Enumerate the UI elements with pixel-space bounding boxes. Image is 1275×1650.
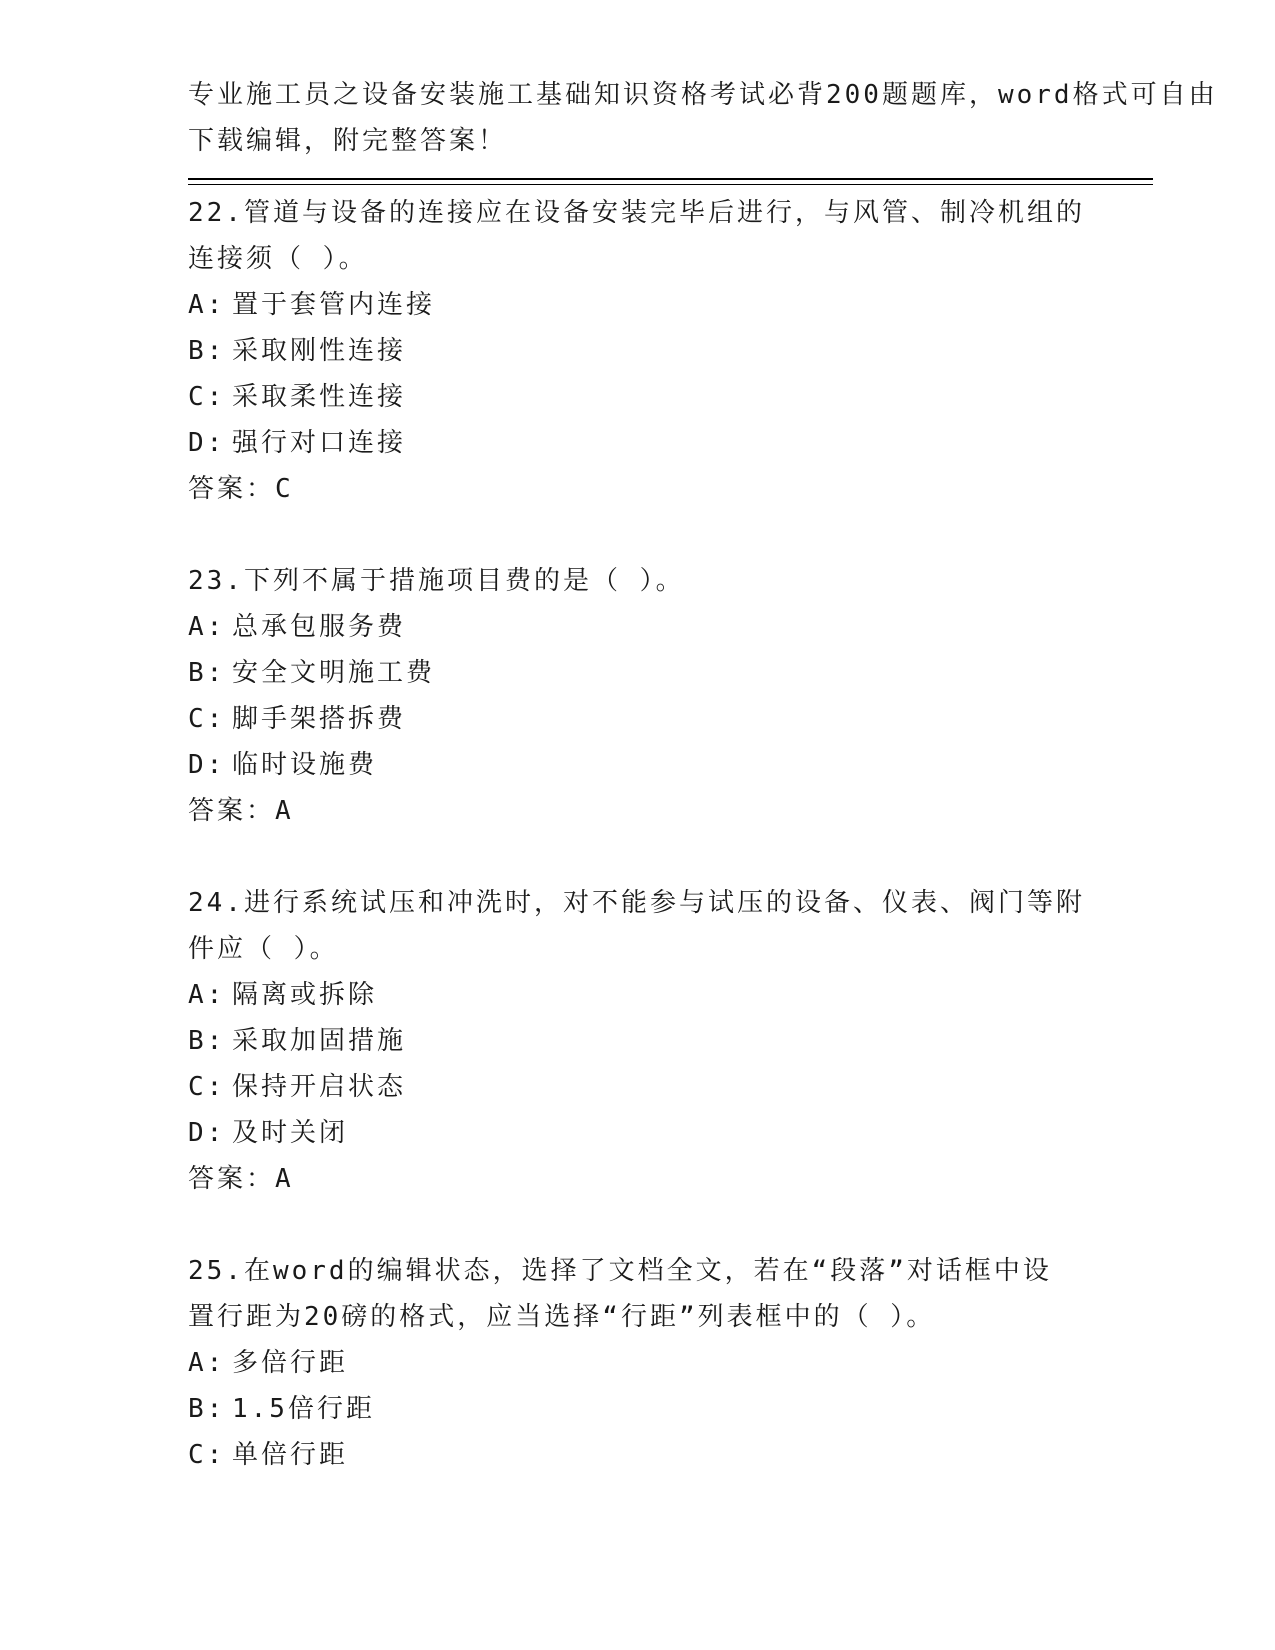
question-stem-line: 连接须（ ）。 (188, 244, 368, 274)
answer-option (188, 1340, 1148, 1386)
answer-option (188, 696, 1148, 742)
answer-option (188, 328, 1148, 374)
answer-option (188, 972, 1148, 1018)
answer-option (188, 650, 1148, 696)
answer-option (188, 742, 1148, 788)
option-text: 总承包服务费 (232, 612, 407, 642)
question-block (188, 558, 1148, 834)
option-text: 1.5倍行距 (232, 1394, 375, 1424)
answer-key: 答案：A (188, 1164, 294, 1194)
option-text: 单倍行距 (232, 1440, 349, 1470)
option-key: A: (188, 980, 226, 1010)
answer-option (188, 374, 1148, 420)
option-key: B: (188, 336, 226, 366)
option-text: 多倍行距 (232, 1348, 349, 1378)
question-spacer (188, 1202, 1148, 1248)
option-key: B: (188, 658, 226, 688)
header-divider-thin (188, 184, 1153, 185)
option-text: 及时关闭 (232, 1118, 349, 1148)
option-key: A: (188, 612, 226, 642)
header-line-1: 专业施工员之设备安装施工基础知识资格考试必背200题题库，word格式可自由 (188, 80, 1218, 110)
option-text: 隔离或拆除 (232, 980, 378, 1010)
question-spacer (188, 834, 1148, 880)
option-text: 安全文明施工费 (232, 658, 436, 688)
option-key: C: (188, 704, 226, 734)
option-text: 保持开启状态 (232, 1072, 407, 1102)
option-key: D: (188, 750, 226, 780)
question-block (188, 190, 1148, 512)
answer-option (188, 420, 1148, 466)
header-line-2: 下载编辑，附完整答案！ (188, 126, 508, 156)
answer-option (188, 1064, 1148, 1110)
option-key: D: (188, 428, 226, 458)
answer-option (188, 1432, 1148, 1478)
answer-option (188, 282, 1148, 328)
answer-option (188, 604, 1148, 650)
answer-key: 答案：A (188, 796, 294, 826)
question-spacer (188, 512, 1148, 558)
option-text: 脚手架搭拆费 (232, 704, 407, 734)
option-text: 强行对口连接 (232, 428, 407, 458)
option-key: C: (188, 1072, 226, 1102)
question-stem-line: 25.在word的编辑状态，选择了文档全文，若在“段落”对话框中设 (188, 1256, 1052, 1286)
answer-key: 答案：C (188, 474, 294, 504)
option-key: C: (188, 1440, 226, 1470)
question-list (188, 190, 1148, 1478)
option-text: 采取刚性连接 (232, 336, 407, 366)
option-text: 采取加固措施 (232, 1026, 407, 1056)
option-key: B: (188, 1026, 226, 1056)
option-key: C: (188, 382, 226, 412)
option-key: A: (188, 290, 226, 320)
answer-option (188, 1110, 1148, 1156)
option-key: A: (188, 1348, 226, 1378)
question-stem-line: 22.管道与设备的连接应在设备安装完毕后进行，与风管、制冷机组的 (188, 198, 1085, 228)
option-text: 临时设施费 (232, 750, 378, 780)
answer-option (188, 1386, 1148, 1432)
question-block (188, 1248, 1148, 1478)
header-divider-thick (188, 178, 1153, 180)
question-stem-line: 24.进行系统试压和冲洗时，对不能参与试压的设备、仪表、阀门等附 (188, 888, 1085, 918)
question-stem-line: 23.下列不属于措施项目费的是（ ）。 (188, 566, 685, 596)
question-block (188, 880, 1148, 1202)
question-stem-line: 置行距为20磅的格式，应当选择“行距”列表框中的（ ）。 (188, 1302, 936, 1332)
document-header (188, 72, 1218, 164)
answer-option (188, 1018, 1148, 1064)
option-key: B: (188, 1394, 226, 1424)
option-key: D: (188, 1118, 226, 1148)
question-stem-line: 件应（ ）。 (188, 934, 339, 964)
option-text: 采取柔性连接 (232, 382, 407, 412)
option-text: 置于套管内连接 (232, 290, 436, 320)
